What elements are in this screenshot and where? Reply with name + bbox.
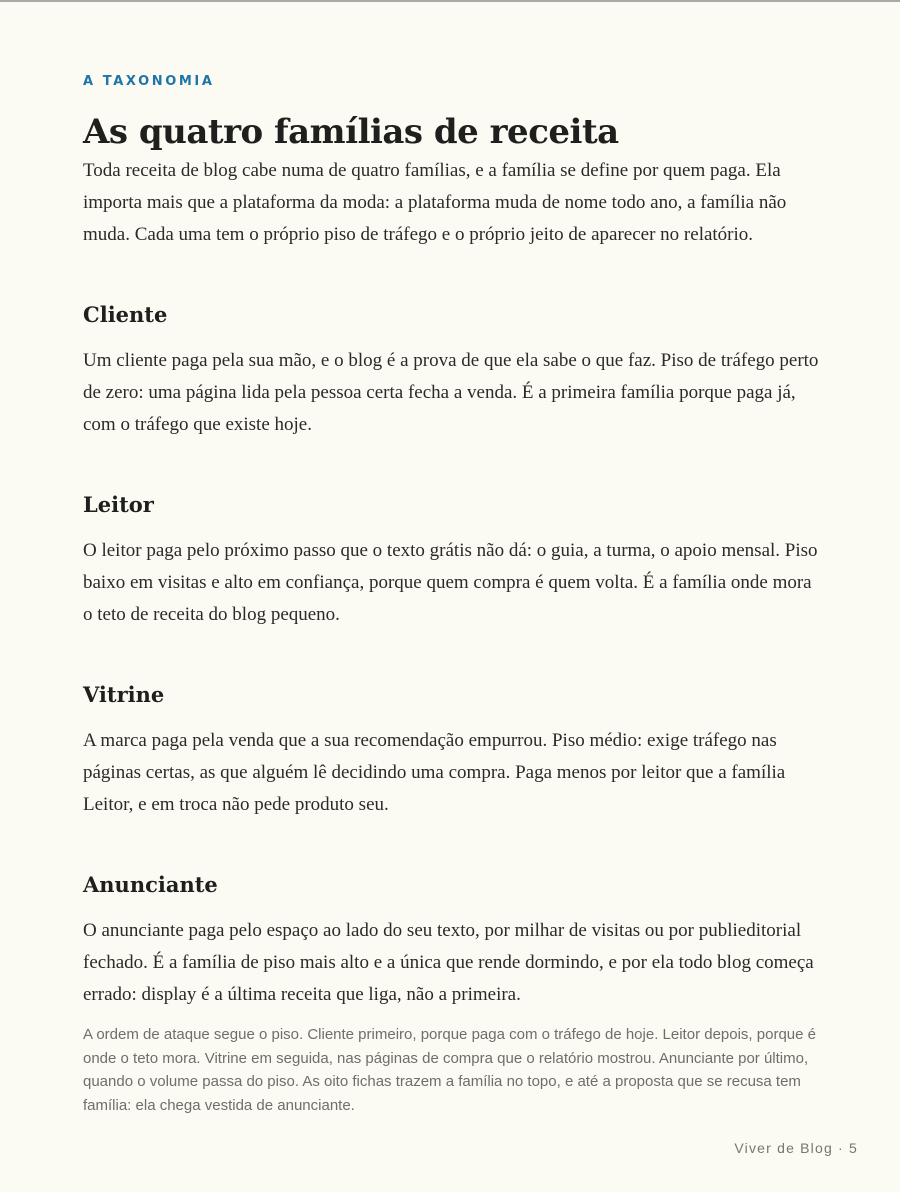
section-paragraph: O anunciante paga pelo espaço ao lado do seu texto, por milhar de visitas ou por publieditorial fechado. É a família de piso mais alto e a única que rende dormindo, e por ela todo blog começa errado: display é a última receita que liga, não a primeira. xyxy=(83,920,814,1005)
section-paragraph: O leitor paga pelo próximo passo que o texto grátis não dá: o guia, a turma, o apoio mensal. Piso baixo em visitas e alto em confiança, porque quem compra é quem volta. É a família onde mora o teto de receita do blog pequeno. xyxy=(83,540,818,625)
closing-note: A ordem de ataque segue o piso. Cliente primeiro, porque paga com o tráfego de hoje. Leitor depois, porque é onde o teto mora. Vitrine em seguida, nas páginas de compra que o relatório mostrou. Anunciante por último, quando o volume passa do piso. As oito fichas trazem a família no topo, e até a proposta que se recusa tem família: ela chega vestida de anunciante. xyxy=(83,1026,816,1114)
section-heading: Anunciante xyxy=(83,872,218,897)
section-anunciante xyxy=(83,871,823,1011)
section-kicker: A TAXONOMIA xyxy=(83,74,215,89)
section-paragraph: Um cliente paga pela sua mão, e o blog é a prova de que ela sabe o que faz. Piso de tráfego perto de zero: uma página lida pela pessoa certa fecha a venda. É a primeira família porque paga já, com o tráfego que existe hoje. xyxy=(83,350,819,435)
page-title: As quatro famílias de receita xyxy=(83,112,619,152)
section-paragraph: A marca paga pela venda que a sua recomendação empurrou. Piso médio: exige tráfego nas páginas certas, as que alguém lê decidindo uma compra. Paga menos por leitor que a família Leitor, e em troca não pede produto seu. xyxy=(83,730,786,815)
page-folio: Viver de Blog · 5 xyxy=(734,1140,858,1156)
intro-paragraph: Toda receita de blog cabe numa de quatro famílias, e a família se define por quem paga. Ela importa mais que a plataforma da moda: a plataforma muda de nome todo ano, a família não muda. Cada uma tem o próprio piso de tráfego e o próprio jeito de aparecer no relatório. xyxy=(83,160,787,245)
section-leitor xyxy=(83,491,823,631)
section-vitrine xyxy=(83,681,823,821)
top-rule xyxy=(0,0,900,2)
section-heading: Vitrine xyxy=(83,682,165,707)
section-cliente xyxy=(83,301,823,441)
article xyxy=(83,73,823,1117)
section-heading: Cliente xyxy=(83,302,168,327)
section-heading: Leitor xyxy=(83,492,154,517)
